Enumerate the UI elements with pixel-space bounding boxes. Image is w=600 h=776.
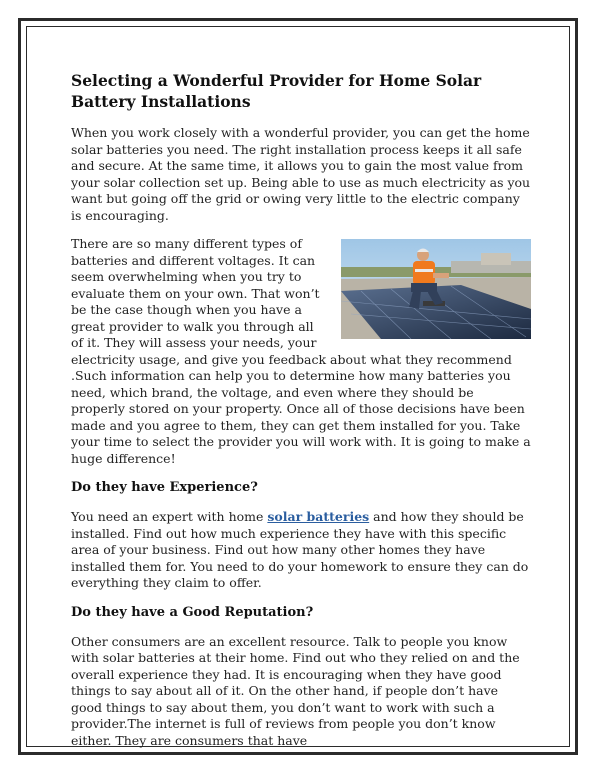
paragraph-experience-start: You need an expert with home: [71, 509, 268, 524]
paragraph-intro: When you work closely with a wonderful provider, you can get the home solar batteries you need. The right installation process keeps it all safe and secure. At the same time, it allows you to gain the most value from your solar collection set up. Being able to use as much electricity as you want but going off the grid or owing very little to the electric company is encouraging.: [71, 125, 531, 223]
document-body: [71, 70, 531, 761]
paragraph-experience: [71, 509, 531, 592]
paragraph-experience-end: and how they should be installed. Find out how much experience they have with this specific area of your business. Find out how many other homes they have installed them for. You need to do your homework to ensure they can do everything they claim to offer.: [71, 509, 529, 590]
solar-installer-photo: [341, 239, 531, 339]
solar-batteries-link[interactable]: solar batteries: [267, 509, 370, 524]
heading-reputation: Do they have a Good Reputation?: [71, 604, 314, 620]
document-title: Selecting a Wonderful Provider for Home Solar Battery Installations: [71, 71, 482, 111]
heading-experience: Do they have Experience?: [71, 480, 258, 495]
paragraph-reputation: Other consumers are an excellent resource. Talk to people you know with solar batteries at their home. Find out who they relied on and the overall experience they had. It is encouraging when they have good things to say about all of it. On the other hand, if people don’t have good things to say about them, you don’t want to work with such a provider.The internet is full of reviews from people you don’t know either. They are consumers that have: [71, 633, 520, 748]
paragraph-battery-types: There are so many different types of batteries and different voltages. It can seem overwhelming when you try to evaluate them on your own. That won’t be the case though when you have a great provider to walk you through all of it. They will assess your needs, your electricity usage, and give you feedback about what they recommend .Such information can help you to determine how many batteries you need, which brand, the voltage, and even where they should be properly stored on your property. Once all of those decisions have been made and you agree to them, they can get them installed for you. Take your time to select the provider you will work with. It is going to make a huge difference!: [71, 236, 531, 466]
